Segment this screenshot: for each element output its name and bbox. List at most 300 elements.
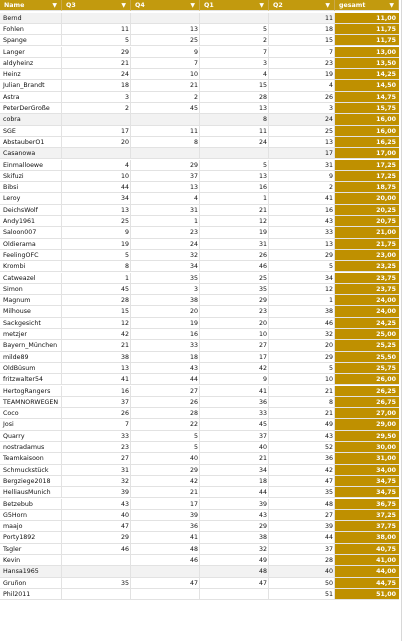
cell-name[interactable]: nostradamus [0,442,62,453]
cell-gesamt[interactable]: 26,00 [335,374,399,385]
cell-q2[interactable]: 49 [269,419,335,430]
cell-q4[interactable]: 19 [131,318,200,329]
cell-q3[interactable]: 42 [62,329,131,340]
cell-q3[interactable]: 17 [62,126,131,137]
cell-gesamt[interactable]: 11,00 [335,13,399,24]
cell-name[interactable]: Gruñon [0,578,62,589]
cell-gesamt[interactable]: 20,75 [335,216,399,227]
table-row[interactable] [0,544,399,555]
cell-gesamt[interactable]: 16,25 [335,137,399,148]
cell-q2[interactable]: 51 [269,589,335,600]
cell-q4[interactable]: 48 [131,544,200,555]
cell-q2[interactable]: 31 [269,160,335,171]
cell-name[interactable]: Casanowa [0,148,62,159]
cell-q3[interactable]: 44 [62,182,131,193]
cell-gesamt[interactable]: 20,25 [335,205,399,216]
cell-q2[interactable]: 2 [269,182,335,193]
cell-q1[interactable]: 25 [200,273,269,284]
table-row[interactable] [0,114,399,125]
table-row[interactable] [0,13,399,24]
cell-name[interactable]: Skifuzi [0,171,62,182]
cell-q3[interactable]: 19 [62,239,131,250]
cell-q4[interactable]: 46 [131,555,200,566]
cell-q2[interactable]: 29 [269,352,335,363]
cell-q4[interactable]: 31 [131,205,200,216]
cell-q4[interactable]: 4 [131,193,200,204]
cell-q1[interactable]: 16 [200,182,269,193]
cell-gesamt[interactable]: 25,25 [335,340,399,351]
filter-dropdown-icon[interactable]: ▼ [389,2,394,9]
cell-q2[interactable]: 21 [269,408,335,419]
cell-q1[interactable]: 35 [200,284,269,295]
cell-q4[interactable]: 21 [131,487,200,498]
cell-name[interactable]: FeelingOFC [0,250,62,261]
cell-q3[interactable]: 33 [62,431,131,442]
cell-q2[interactable]: 13 [269,137,335,148]
cell-q3[interactable] [62,589,131,600]
cell-q1[interactable]: 5 [200,160,269,171]
table-row[interactable] [0,419,399,430]
cell-name[interactable]: Einmalloewe [0,160,62,171]
cell-q4[interactable]: 16 [131,329,200,340]
cell-name[interactable]: Oldierama [0,239,62,250]
cell-q1[interactable]: 43 [200,510,269,521]
cell-q1[interactable]: 18 [200,476,269,487]
cell-q3[interactable]: 45 [62,284,131,295]
cell-q2[interactable]: 28 [269,555,335,566]
cell-name[interactable]: Saloon007 [0,227,62,238]
cell-q4[interactable]: 23 [131,227,200,238]
cell-q1[interactable]: 41 [200,386,269,397]
table-row[interactable] [0,205,399,216]
cell-gesamt[interactable]: 17,25 [335,171,399,182]
cell-gesamt[interactable]: 25,00 [335,329,399,340]
cell-gesamt[interactable]: 16,00 [335,114,399,125]
cell-name[interactable]: fritzwalter54 [0,374,62,385]
cell-q1[interactable]: 36 [200,397,269,408]
cell-q1[interactable]: 19 [200,227,269,238]
cell-name[interactable]: Krombi [0,261,62,272]
cell-q1[interactable]: 47 [200,578,269,589]
cell-q1[interactable]: 20 [200,318,269,329]
table-row[interactable] [0,47,399,58]
cell-q2[interactable]: 26 [269,92,335,103]
cell-q1[interactable]: 4 [200,69,269,80]
cell-q4[interactable]: 36 [131,521,200,532]
cell-name[interactable]: Coco [0,408,62,419]
cell-gesamt[interactable]: 34,00 [335,465,399,476]
cell-name[interactable]: Julian_Brandt [0,80,62,91]
cell-q1[interactable]: 3 [200,58,269,69]
table-row[interactable] [0,24,399,35]
cell-name[interactable]: Teamkaisoon [0,453,62,464]
cell-gesamt[interactable]: 34,75 [335,476,399,487]
table-row[interactable] [0,363,399,374]
cell-q2[interactable]: 42 [269,465,335,476]
table-row[interactable] [0,318,399,329]
cell-q3[interactable]: 1 [62,273,131,284]
cell-q1[interactable]: 21 [200,453,269,464]
cell-gesamt[interactable]: 30,00 [335,442,399,453]
cell-q3[interactable]: 20 [62,137,131,148]
cell-gesamt[interactable]: 20,00 [335,193,399,204]
cell-gesamt[interactable]: 16,00 [335,126,399,137]
cell-q4[interactable]: 3 [131,284,200,295]
cell-gesamt[interactable]: 51,00 [335,589,399,600]
cell-gesamt[interactable]: 25,75 [335,363,399,374]
column-header-q1[interactable] [200,0,269,11]
cell-gesamt[interactable]: 29,50 [335,431,399,442]
cell-q4[interactable]: 27 [131,386,200,397]
cell-q2[interactable]: 34 [269,273,335,284]
cell-q4[interactable]: 40 [131,453,200,464]
cell-gesamt[interactable]: 23,25 [335,261,399,272]
cell-gesamt[interactable]: 13,50 [335,58,399,69]
cell-q1[interactable]: 39 [200,499,269,510]
cell-name[interactable]: Langer [0,47,62,58]
cell-q3[interactable]: 26 [62,408,131,419]
cell-q1[interactable] [200,589,269,600]
cell-gesamt[interactable]: 26,25 [335,386,399,397]
column-header-name[interactable] [0,0,62,11]
cell-gesamt[interactable]: 14,75 [335,92,399,103]
cell-q2[interactable]: 36 [269,453,335,464]
cell-name[interactable]: Spange [0,35,62,46]
cell-name[interactable]: Astra [0,92,62,103]
cell-q2[interactable]: 19 [269,69,335,80]
cell-name[interactable]: Kevin [0,555,62,566]
cell-q2[interactable]: 23 [269,58,335,69]
cell-q2[interactable]: 7 [269,47,335,58]
cell-q3[interactable]: 24 [62,69,131,80]
cell-q4[interactable]: 5 [131,431,200,442]
cell-q2[interactable]: 48 [269,499,335,510]
cell-name[interactable]: OldBüsum [0,363,62,374]
cell-q4[interactable]: 32 [131,250,200,261]
cell-q1[interactable]: 31 [200,239,269,250]
cell-q2[interactable]: 13 [269,239,335,250]
cell-q1[interactable]: 9 [200,374,269,385]
cell-q4[interactable]: 43 [131,363,200,374]
cell-q2[interactable]: 1 [269,295,335,306]
column-header-q4[interactable] [131,0,200,11]
cell-q3[interactable]: 40 [62,510,131,521]
table-row[interactable] [0,171,399,182]
cell-q2[interactable]: 9 [269,171,335,182]
table-row[interactable] [0,284,399,295]
table-row[interactable] [0,487,399,498]
cell-q4[interactable]: 22 [131,419,200,430]
cell-q4[interactable]: 28 [131,408,200,419]
table-row[interactable] [0,261,399,272]
cell-gesamt[interactable]: 15,75 [335,103,399,114]
cell-q2[interactable]: 16 [269,205,335,216]
cell-q4[interactable]: 35 [131,273,200,284]
cell-q2[interactable]: 12 [269,284,335,295]
cell-q3[interactable]: 21 [62,340,131,351]
cell-q3[interactable] [62,13,131,24]
cell-name[interactable]: Bayern_München [0,340,62,351]
cell-q4[interactable]: 18 [131,352,200,363]
cell-name[interactable]: Milhouse [0,306,62,317]
cell-q4[interactable]: 17 [131,499,200,510]
cell-gesamt[interactable]: 11,75 [335,24,399,35]
cell-q1[interactable] [200,13,269,24]
cell-name[interactable]: Bibsi [0,182,62,193]
cell-q3[interactable]: 8 [62,261,131,272]
cell-gesamt[interactable]: 27,00 [335,408,399,419]
cell-q1[interactable]: 13 [200,103,269,114]
cell-q2[interactable]: 5 [269,363,335,374]
cell-q2[interactable]: 21 [269,386,335,397]
cell-q2[interactable]: 8 [269,397,335,408]
table-row[interactable] [0,431,399,442]
cell-q2[interactable]: 3 [269,103,335,114]
cell-q3[interactable] [62,148,131,159]
cell-q1[interactable]: 7 [200,47,269,58]
cell-q1[interactable]: 37 [200,431,269,442]
cell-name[interactable]: Leroy [0,193,62,204]
table-row[interactable] [0,306,399,317]
table-row[interactable] [0,69,399,80]
filter-dropdown-icon[interactable]: ▼ [190,2,195,9]
cell-name[interactable]: Quarry [0,431,62,442]
cell-q2[interactable]: 15 [269,35,335,46]
cell-q4[interactable]: 26 [131,397,200,408]
cell-q3[interactable]: 13 [62,363,131,374]
cell-name[interactable]: Josi [0,419,62,430]
cell-q1[interactable]: 45 [200,419,269,430]
table-row[interactable] [0,295,399,306]
cell-q3[interactable]: 18 [62,80,131,91]
table-row[interactable] [0,352,399,363]
cell-q3[interactable]: 10 [62,171,131,182]
cell-q2[interactable]: 17 [269,148,335,159]
filter-dropdown-icon[interactable]: ▼ [325,2,330,9]
cell-name[interactable]: Andy1961 [0,216,62,227]
cell-gesamt[interactable]: 37,75 [335,521,399,532]
cell-name[interactable]: Bergziege2018 [0,476,62,487]
cell-q1[interactable]: 1 [200,193,269,204]
cell-gesamt[interactable]: 24,00 [335,306,399,317]
cell-q2[interactable]: 37 [269,544,335,555]
cell-gesamt[interactable]: 23,00 [335,250,399,261]
cell-name[interactable]: AbstauberO1 [0,137,62,148]
cell-q1[interactable]: 33 [200,408,269,419]
cell-q4[interactable]: 13 [131,182,200,193]
cell-q1[interactable]: 12 [200,216,269,227]
cell-q1[interactable]: 34 [200,465,269,476]
cell-q1[interactable] [200,148,269,159]
cell-q1[interactable]: 10 [200,329,269,340]
cell-q3[interactable]: 13 [62,205,131,216]
cell-q2[interactable]: 38 [269,306,335,317]
cell-name[interactable]: maajo [0,521,62,532]
cell-gesamt[interactable]: 24,00 [335,295,399,306]
cell-q4[interactable]: 37 [131,171,200,182]
cell-q4[interactable]: 29 [131,465,200,476]
cell-q3[interactable]: 15 [62,306,131,317]
cell-q1[interactable]: 23 [200,306,269,317]
cell-q3[interactable]: 31 [62,465,131,476]
cell-q4[interactable] [131,589,200,600]
cell-name[interactable]: Phil2011 [0,589,62,600]
cell-name[interactable]: G5Horn [0,510,62,521]
cell-q4[interactable]: 8 [131,137,200,148]
cell-name[interactable]: DeichsWolf [0,205,62,216]
cell-q4[interactable]: 44 [131,374,200,385]
table-row[interactable] [0,137,399,148]
cell-name[interactable]: milde89 [0,352,62,363]
cell-name[interactable]: Hansa1965 [0,566,62,577]
table-row[interactable] [0,193,399,204]
cell-q4[interactable]: 2 [131,92,200,103]
cell-q3[interactable]: 11 [62,24,131,35]
cell-q1[interactable]: 28 [200,92,269,103]
cell-q1[interactable]: 8 [200,114,269,125]
cell-q3[interactable]: 29 [62,532,131,543]
cell-gesamt[interactable]: 14,25 [335,69,399,80]
cell-gesamt[interactable]: 31,00 [335,453,399,464]
cell-name[interactable]: Heinz [0,69,62,80]
table-row[interactable] [0,453,399,464]
table-row[interactable] [0,35,399,46]
filter-dropdown-icon[interactable]: ▼ [52,2,57,9]
cell-q3[interactable] [62,566,131,577]
table-row[interactable] [0,80,399,91]
cell-gesamt[interactable]: 13,00 [335,47,399,58]
cell-gesamt[interactable]: 41,00 [335,555,399,566]
cell-q4[interactable]: 25 [131,35,200,46]
cell-gesamt[interactable]: 17,25 [335,160,399,171]
table-row[interactable] [0,386,399,397]
cell-q2[interactable]: 5 [269,261,335,272]
cell-q4[interactable]: 39 [131,510,200,521]
table-row[interactable] [0,92,399,103]
cell-gesamt[interactable]: 24,25 [335,318,399,329]
cell-q1[interactable]: 27 [200,340,269,351]
cell-q3[interactable] [62,555,131,566]
filter-dropdown-icon[interactable]: ▼ [259,2,264,9]
table-row[interactable] [0,578,399,589]
table-row[interactable] [0,329,399,340]
cell-name[interactable]: TEAMNORWEGEN [0,397,62,408]
cell-q4[interactable]: 5 [131,442,200,453]
cell-q3[interactable]: 34 [62,193,131,204]
cell-q1[interactable]: 5 [200,24,269,35]
table-row[interactable] [0,126,399,137]
cell-q2[interactable]: 47 [269,476,335,487]
cell-q1[interactable]: 38 [200,532,269,543]
cell-gesamt[interactable]: 14,50 [335,80,399,91]
cell-q1[interactable]: 46 [200,261,269,272]
cell-q4[interactable]: 45 [131,103,200,114]
table-row[interactable] [0,239,399,250]
cell-name[interactable]: Betzebub [0,499,62,510]
cell-q4[interactable]: 29 [131,160,200,171]
table-row[interactable] [0,273,399,284]
table-row[interactable] [0,566,399,577]
cell-q4[interactable]: 20 [131,306,200,317]
cell-q2[interactable]: 52 [269,442,335,453]
table-row[interactable] [0,555,399,566]
cell-q3[interactable] [62,114,131,125]
cell-q4[interactable]: 7 [131,58,200,69]
cell-q3[interactable]: 5 [62,35,131,46]
cell-q3[interactable]: 28 [62,295,131,306]
cell-q4[interactable] [131,148,200,159]
cell-q1[interactable]: 29 [200,295,269,306]
cell-q1[interactable]: 42 [200,363,269,374]
table-row[interactable] [0,148,399,159]
filter-dropdown-icon[interactable]: ▼ [121,2,126,9]
cell-name[interactable]: Porty1892 [0,532,62,543]
column-header-q2[interactable] [269,0,335,11]
cell-q2[interactable]: 25 [269,126,335,137]
table-row[interactable] [0,510,399,521]
cell-q2[interactable]: 43 [269,216,335,227]
cell-q4[interactable]: 11 [131,126,200,137]
cell-q1[interactable]: 26 [200,250,269,261]
cell-q3[interactable]: 43 [62,499,131,510]
table-row[interactable] [0,408,399,419]
cell-gesamt[interactable]: 23,75 [335,273,399,284]
cell-q1[interactable]: 40 [200,442,269,453]
cell-q1[interactable]: 2 [200,35,269,46]
cell-q2[interactable]: 11 [269,13,335,24]
cell-name[interactable]: PeterDerGroße [0,103,62,114]
column-header-gesamt[interactable] [335,0,399,11]
cell-q3[interactable]: 32 [62,476,131,487]
cell-q3[interactable]: 47 [62,521,131,532]
table-row[interactable] [0,465,399,476]
cell-q2[interactable]: 39 [269,521,335,532]
cell-gesamt[interactable]: 18,75 [335,182,399,193]
cell-q4[interactable]: 9 [131,47,200,58]
cell-gesamt[interactable]: 11,75 [335,35,399,46]
cell-q1[interactable]: 32 [200,544,269,555]
cell-q2[interactable]: 10 [269,374,335,385]
cell-q4[interactable]: 41 [131,532,200,543]
cell-q3[interactable]: 12 [62,318,131,329]
cell-q3[interactable]: 5 [62,250,131,261]
table-row[interactable] [0,532,399,543]
cell-q4[interactable]: 10 [131,69,200,80]
cell-gesamt[interactable]: 37,25 [335,510,399,521]
table-row[interactable] [0,182,399,193]
cell-q1[interactable]: 44 [200,487,269,498]
table-row[interactable] [0,397,399,408]
cell-q2[interactable]: 44 [269,532,335,543]
cell-q3[interactable]: 39 [62,487,131,498]
cell-q3[interactable]: 3 [62,92,131,103]
cell-q2[interactable]: 33 [269,227,335,238]
cell-name[interactable]: aldyheinz [0,58,62,69]
cell-q3[interactable]: 21 [62,58,131,69]
cell-q3[interactable]: 27 [62,453,131,464]
cell-q1[interactable]: 49 [200,555,269,566]
cell-q3[interactable]: 29 [62,47,131,58]
cell-gesamt[interactable]: 44,75 [335,578,399,589]
cell-q4[interactable]: 47 [131,578,200,589]
cell-q4[interactable]: 24 [131,239,200,250]
cell-q1[interactable]: 11 [200,126,269,137]
cell-name[interactable]: Sackgesicht [0,318,62,329]
cell-q2[interactable]: 29 [269,250,335,261]
cell-name[interactable]: HelliausMunich [0,487,62,498]
cell-q3[interactable]: 16 [62,386,131,397]
cell-q2[interactable]: 35 [269,487,335,498]
